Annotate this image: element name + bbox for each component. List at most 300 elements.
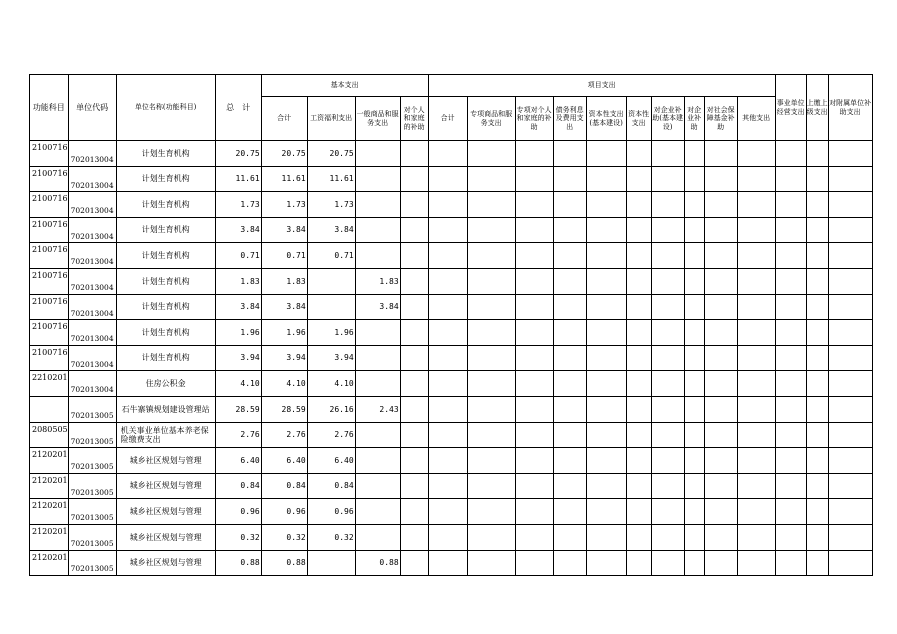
cell-empty [775,371,806,397]
cell-empty [428,396,467,422]
cell-empty [626,268,651,294]
cell-unit-code: 702013004 [68,294,116,320]
cell-empty [553,448,586,474]
cell-unit-code: 702013005 [68,422,116,448]
cell-basic-total: 11.61 [261,166,307,192]
cell-salary: 20.75 [307,141,355,167]
cell-empty [515,141,553,167]
cell-empty [684,217,704,243]
cell-salary [307,294,355,320]
cell-empty [806,550,828,576]
cell-empty [651,268,684,294]
cell-empty [515,217,553,243]
cell-personal-aid [400,524,428,550]
cell-empty [737,217,775,243]
cell-empty [467,473,515,499]
cell-empty [428,141,467,167]
cell-empty [775,448,806,474]
cell-empty [428,550,467,576]
header-basic: 基本支出 [261,75,428,97]
cell-empty [775,268,806,294]
cell-empty [775,524,806,550]
header-upper: 上缴上级支出 [806,75,828,141]
header-func-subject: 功能科目 [30,75,69,141]
cell-empty [775,217,806,243]
cell-empty [704,473,737,499]
header-total: 总 计 [215,75,261,141]
cell-empty [775,473,806,499]
cell-empty [467,422,515,448]
cell-empty [775,192,806,218]
cell-goods-services: 0.88 [355,550,400,576]
cell-empty [806,166,828,192]
cell-unit-name: 住房公积金 [116,371,215,397]
cell-goods-services: 3.84 [355,294,400,320]
cell-empty [515,371,553,397]
table-row [30,268,873,294]
header-unit-code: 单位代码 [68,75,116,141]
cell-empty [775,345,806,371]
cell-empty [684,550,704,576]
cell-empty [586,166,626,192]
cell-empty [586,371,626,397]
cell-empty [806,473,828,499]
cell-salary: 11.61 [307,166,355,192]
cell-empty [704,550,737,576]
cell-unit-code: 702013004 [68,268,116,294]
cell-empty [651,320,684,346]
cell-unit-name: 计划生育机构 [116,294,215,320]
cell-unit-name: 城乡社区规划与管理 [116,499,215,525]
table-body [30,141,873,576]
cell-personal-aid [400,448,428,474]
cell-empty [737,320,775,346]
cell-unit-name: 计划生育机构 [116,243,215,269]
cell-personal-aid [400,422,428,448]
cell-empty [737,371,775,397]
cell-goods-services [355,217,400,243]
cell-empty [806,422,828,448]
cell-goods-services [355,192,400,218]
table-row [30,345,873,371]
table-row [30,371,873,397]
cell-total: 4.10 [215,371,261,397]
cell-empty [828,243,872,269]
cell-salary: 1.73 [307,192,355,218]
cell-empty [737,345,775,371]
cell-unit-code: 702013005 [68,396,116,422]
header-project-sub: 对企业补助(基本建设) [651,97,684,141]
cell-empty [704,217,737,243]
cell-empty [626,166,651,192]
cell-empty [806,524,828,550]
cell-salary: 26.16 [307,396,355,422]
cell-empty [651,141,684,167]
cell-empty [651,550,684,576]
cell-goods-services [355,371,400,397]
cell-unit-name: 城乡社区规划与管理 [116,524,215,550]
cell-empty [428,448,467,474]
cell-basic-total: 1.73 [261,192,307,218]
cell-empty [737,141,775,167]
cell-empty [586,141,626,167]
cell-empty [515,448,553,474]
cell-empty [704,422,737,448]
cell-salary: 1.96 [307,320,355,346]
cell-empty [806,192,828,218]
cell-empty [428,217,467,243]
cell-func-subject: 2100716 [30,268,69,294]
cell-empty [626,550,651,576]
cell-empty [586,396,626,422]
cell-empty [684,345,704,371]
cell-empty [828,141,872,167]
cell-empty [828,473,872,499]
cell-basic-total: 3.84 [261,294,307,320]
cell-empty [586,294,626,320]
table-row [30,320,873,346]
header-project: 项目支出 [428,75,775,97]
cell-basic-total: 3.94 [261,345,307,371]
cell-salary: 4.10 [307,371,355,397]
cell-goods-services [355,345,400,371]
header-basic-sub: 合计 [261,97,307,141]
cell-unit-code: 702013005 [68,550,116,576]
cell-empty [515,473,553,499]
cell-empty [428,320,467,346]
header-project-sub: 其他支出 [737,97,775,141]
cell-empty [586,192,626,218]
cell-empty [806,345,828,371]
cell-empty [553,422,586,448]
cell-goods-services [355,473,400,499]
cell-empty [775,243,806,269]
cell-goods-services [355,524,400,550]
table-row [30,499,873,525]
cell-empty [515,166,553,192]
cell-empty [828,550,872,576]
cell-empty [704,166,737,192]
cell-empty [737,268,775,294]
cell-empty [428,422,467,448]
cell-func-subject: 2120201 [30,550,69,576]
cell-empty [828,422,872,448]
cell-empty [828,166,872,192]
cell-empty [737,166,775,192]
cell-empty [704,141,737,167]
cell-empty [684,499,704,525]
cell-empty [467,217,515,243]
cell-empty [651,499,684,525]
cell-basic-total: 1.96 [261,320,307,346]
cell-empty [684,371,704,397]
table-row [30,141,873,167]
cell-basic-total: 0.32 [261,524,307,550]
cell-func-subject: 2120201 [30,524,69,550]
cell-empty [428,524,467,550]
cell-total: 2.76 [215,422,261,448]
cell-empty [428,473,467,499]
cell-empty [626,217,651,243]
header-project-sub: 对企业补助 [684,97,704,141]
cell-goods-services: 2.43 [355,396,400,422]
cell-empty [651,217,684,243]
table-row [30,396,873,422]
cell-total: 1.83 [215,268,261,294]
cell-empty [553,320,586,346]
cell-personal-aid [400,320,428,346]
cell-unit-code: 702013004 [68,345,116,371]
cell-empty [704,192,737,218]
cell-empty [467,345,515,371]
cell-empty [553,294,586,320]
cell-func-subject: 2100716 [30,192,69,218]
cell-empty [651,422,684,448]
cell-total: 0.71 [215,243,261,269]
cell-empty [467,524,515,550]
table-row [30,166,873,192]
cell-empty [626,448,651,474]
cell-empty [651,524,684,550]
cell-empty [515,320,553,346]
cell-basic-total: 4.10 [261,371,307,397]
cell-personal-aid [400,217,428,243]
cell-empty [806,499,828,525]
cell-unit-name: 石牛寨镇规划建设管理站 [116,396,215,422]
cell-empty [806,243,828,269]
cell-empty [586,345,626,371]
cell-personal-aid [400,268,428,294]
header-basic-sub: 工资福利支出 [307,97,355,141]
header-project-sub: 资本性支出 [626,97,651,141]
cell-empty [806,371,828,397]
cell-unit-code: 702013004 [68,166,116,192]
cell-empty [737,396,775,422]
table-row [30,473,873,499]
cell-empty [775,396,806,422]
cell-empty [553,345,586,371]
cell-empty [515,499,553,525]
cell-empty [737,192,775,218]
cell-total: 6.40 [215,448,261,474]
cell-empty [467,192,515,218]
cell-unit-name: 计划生育机构 [116,141,215,167]
cell-empty [704,524,737,550]
cell-empty [828,448,872,474]
cell-empty [775,166,806,192]
cell-empty [626,192,651,218]
cell-empty [806,141,828,167]
cell-total: 1.73 [215,192,261,218]
cell-empty [428,499,467,525]
cell-basic-total: 0.71 [261,243,307,269]
cell-empty [684,192,704,218]
cell-basic-total: 3.84 [261,217,307,243]
cell-empty [626,294,651,320]
cell-salary: 6.40 [307,448,355,474]
cell-func-subject: 2100716 [30,141,69,167]
cell-salary: 3.94 [307,345,355,371]
cell-goods-services [355,166,400,192]
cell-total: 0.32 [215,524,261,550]
cell-goods-services [355,499,400,525]
cell-empty [651,448,684,474]
cell-empty [806,320,828,346]
cell-empty [737,422,775,448]
cell-empty [467,243,515,269]
cell-empty [704,243,737,269]
cell-empty [515,396,553,422]
header-unit-name: 单位名称(功能科目) [116,75,215,141]
cell-unit-name: 计划生育机构 [116,320,215,346]
cell-unit-name: 计划生育机构 [116,192,215,218]
cell-func-subject: 2120201 [30,473,69,499]
cell-basic-total: 28.59 [261,396,307,422]
cell-empty [775,550,806,576]
cell-empty [428,268,467,294]
cell-total: 0.84 [215,473,261,499]
cell-empty [684,396,704,422]
table-row [30,243,873,269]
cell-unit-code: 702013004 [68,217,116,243]
cell-goods-services [355,243,400,269]
cell-empty [586,217,626,243]
cell-empty [553,141,586,167]
cell-func-subject: 2210201 [30,371,69,397]
cell-goods-services [355,448,400,474]
cell-empty [651,294,684,320]
cell-empty [684,268,704,294]
cell-func-subject: 2100716 [30,217,69,243]
cell-empty [704,396,737,422]
cell-empty [626,473,651,499]
cell-total: 0.88 [215,550,261,576]
cell-empty [626,141,651,167]
cell-unit-code: 702013005 [68,524,116,550]
cell-basic-total: 6.40 [261,448,307,474]
cell-empty [651,371,684,397]
cell-func-subject: 2100716 [30,166,69,192]
cell-total: 28.59 [215,396,261,422]
cell-unit-code: 702013004 [68,192,116,218]
cell-unit-code: 702013005 [68,499,116,525]
cell-unit-name: 城乡社区规划与管理 [116,473,215,499]
header-basic-sub: 一般商品和服务支出 [355,97,400,141]
cell-empty [467,141,515,167]
cell-unit-code: 702013004 [68,320,116,346]
cell-empty [586,320,626,346]
cell-unit-name: 计划生育机构 [116,268,215,294]
cell-personal-aid [400,345,428,371]
cell-empty [553,473,586,499]
cell-empty [806,268,828,294]
cell-empty [626,371,651,397]
cell-empty [684,524,704,550]
cell-basic-total: 0.84 [261,473,307,499]
cell-empty [828,345,872,371]
cell-empty [704,268,737,294]
cell-empty [515,345,553,371]
cell-empty [737,294,775,320]
cell-empty [626,524,651,550]
header-project-sub: 资本性支出(基本建设) [586,97,626,141]
cell-empty [626,243,651,269]
table-row [30,217,873,243]
cell-unit-code: 702013005 [68,473,116,499]
cell-basic-total: 0.88 [261,550,307,576]
cell-empty [828,294,872,320]
cell-empty [553,217,586,243]
cell-goods-services [355,141,400,167]
cell-func-subject: 2100716 [30,345,69,371]
cell-func-subject: 2100716 [30,320,69,346]
cell-empty [775,294,806,320]
cell-empty [806,294,828,320]
cell-empty [775,499,806,525]
cell-func-subject: 2080505 [30,422,69,448]
header-project-sub: 债务利息及费用支出 [553,97,586,141]
budget-table [29,74,873,576]
cell-salary: 0.32 [307,524,355,550]
cell-empty [428,371,467,397]
cell-salary: 0.71 [307,243,355,269]
cell-personal-aid [400,166,428,192]
cell-empty [704,294,737,320]
cell-salary [307,550,355,576]
cell-empty [684,320,704,346]
header-biz-op: 事业单位经营支出 [775,75,806,141]
cell-empty [828,217,872,243]
cell-empty [651,192,684,218]
cell-empty [684,422,704,448]
cell-empty [626,345,651,371]
cell-func-subject: 2120201 [30,448,69,474]
cell-personal-aid [400,141,428,167]
cell-empty [586,499,626,525]
cell-empty [467,268,515,294]
cell-empty [586,243,626,269]
cell-empty [651,243,684,269]
cell-unit-code: 702013005 [68,448,116,474]
cell-empty [553,524,586,550]
cell-empty [737,524,775,550]
cell-empty [428,294,467,320]
cell-personal-aid [400,396,428,422]
cell-empty [828,320,872,346]
cell-empty [651,396,684,422]
cell-func-subject [30,396,69,422]
cell-empty [684,294,704,320]
cell-basic-total: 20.75 [261,141,307,167]
header-project-sub: 合计 [428,97,467,141]
cell-empty [828,396,872,422]
table-row [30,192,873,218]
cell-salary: 3.84 [307,217,355,243]
cell-basic-total: 0.96 [261,499,307,525]
cell-empty [737,243,775,269]
cell-empty [828,524,872,550]
cell-empty [626,499,651,525]
cell-empty [651,166,684,192]
cell-empty [775,320,806,346]
cell-personal-aid [400,294,428,320]
cell-empty [467,448,515,474]
cell-total: 20.75 [215,141,261,167]
cell-func-subject: 2120201 [30,499,69,525]
table-row [30,550,873,576]
cell-personal-aid [400,243,428,269]
cell-personal-aid [400,192,428,218]
